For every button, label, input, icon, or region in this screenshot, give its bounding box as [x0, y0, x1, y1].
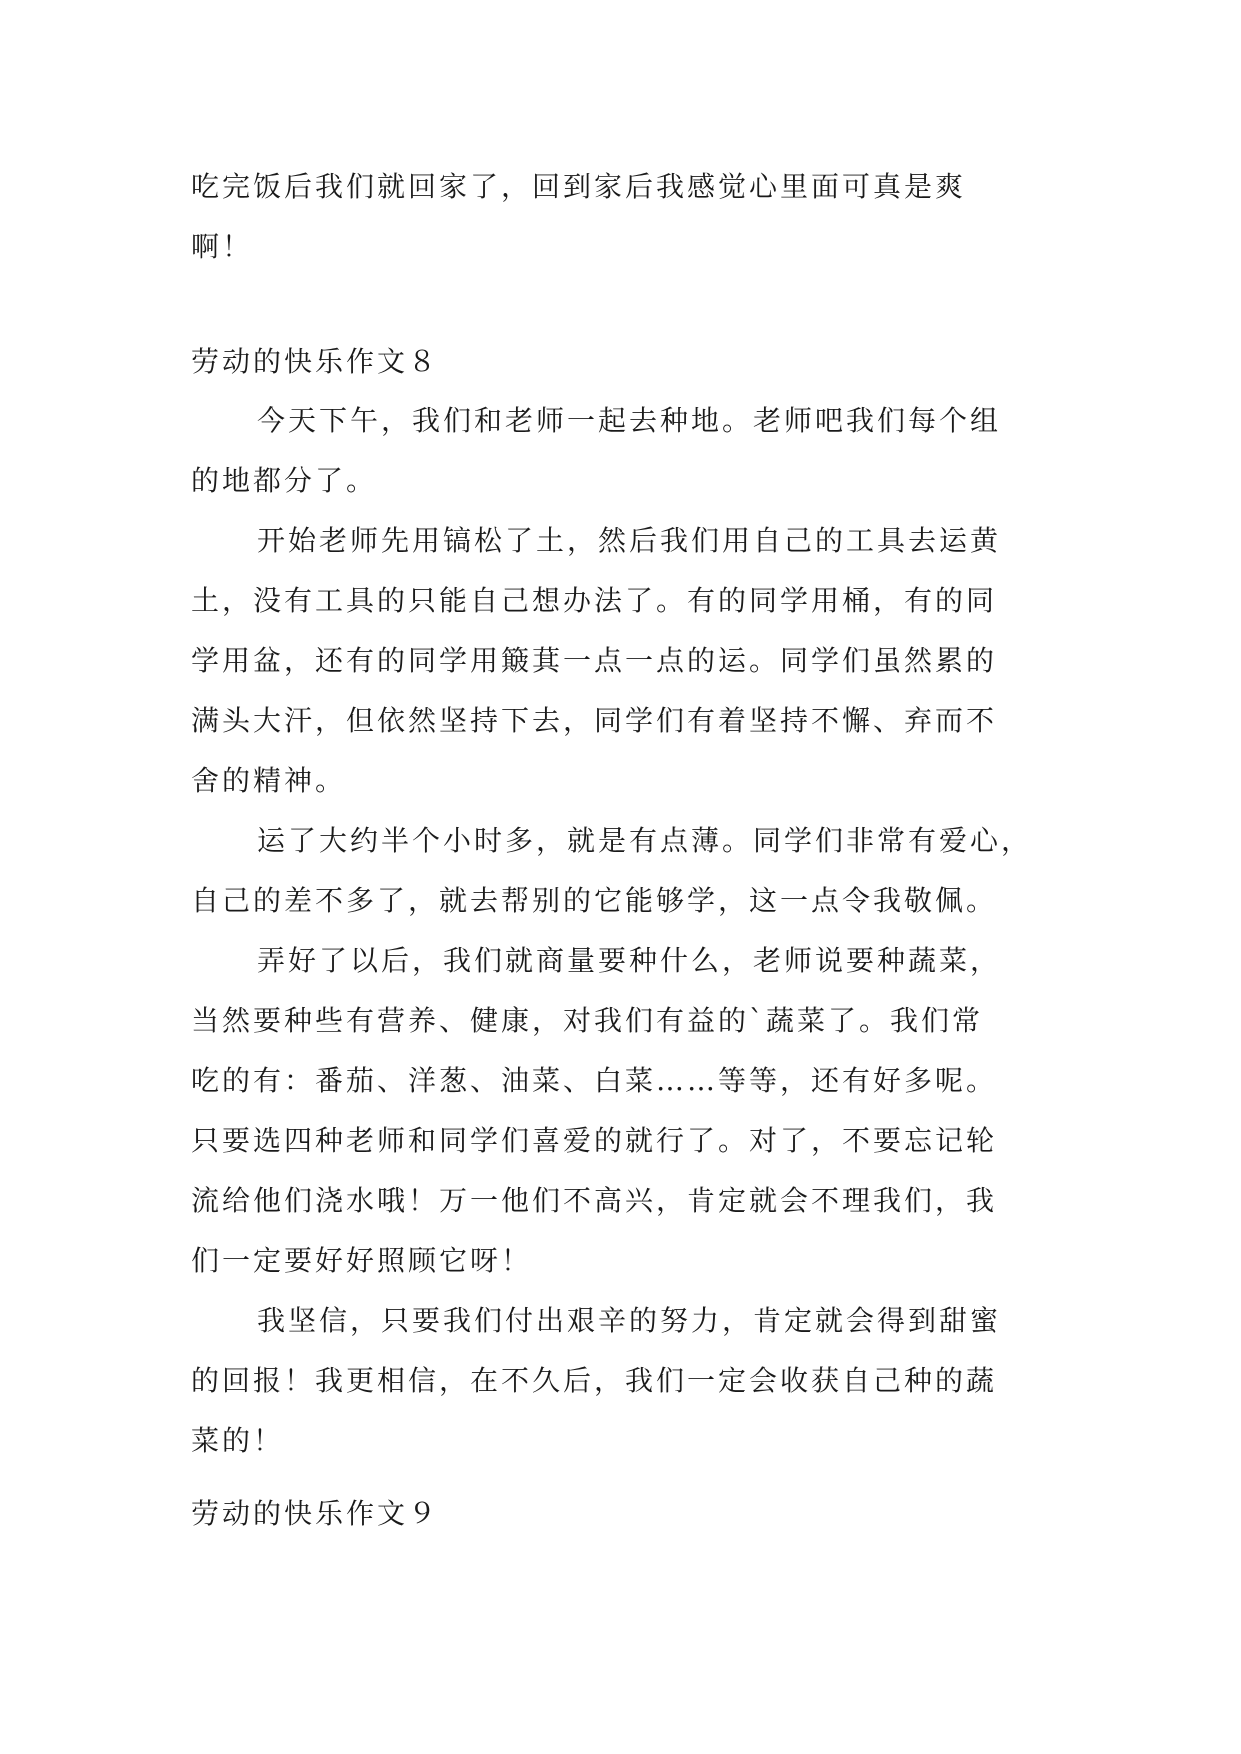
paragraph-line: 我坚信，只要我们付出艰辛的努力，肯定就会得到甜蜜 — [257, 1304, 1002, 1337]
paragraph-line: 满头大汗，但依然坚持下去，同学们有着坚持不懈、弃而不 — [191, 704, 998, 737]
essay-8-body — [191, 391, 1051, 1471]
paragraph-line: 学用盆，还有的同学用簸萁一点一点的运。同学们虽然累的 — [191, 644, 998, 677]
paragraph-line: 菜的！ — [191, 1424, 285, 1457]
paragraph-line: 的回报！我更相信，在不久后，我们一定会收获自己种的蔬 — [191, 1364, 998, 1397]
essay-8-paragraph-5 — [191, 1291, 1051, 1471]
paragraph-line: 舍的精神。 — [191, 764, 347, 797]
intro-line: 啊！ — [191, 230, 254, 263]
paragraph-line: 的地都分了。 — [191, 464, 378, 497]
paragraph-line: 当然要种些有营养、健康，对我们有益的`蔬菜了。我们常 — [191, 1004, 984, 1037]
intro-paragraph — [191, 157, 1051, 277]
essay-9-title: 劳动的快乐作文９ — [191, 1497, 440, 1530]
paragraph-line: 吃的有：番茄、洋葱、油菜、白菜……等等，还有好多呢。 — [191, 1064, 998, 1097]
paragraph-line: 自己的差不多了，就去帮别的它能够学，这一点令我敬佩。 — [191, 884, 998, 917]
essay-8-title: 劳动的快乐作文８ — [191, 345, 440, 378]
paragraph-line: 流给他们浇水哦！万一他们不高兴，肯定就会不理我们，我 — [191, 1184, 998, 1217]
essay-8-paragraph-1 — [191, 391, 1051, 511]
paragraph-line: 土，没有工具的只能自己想办法了。有的同学用桶，有的同 — [191, 584, 998, 617]
paragraph-line: 只要选四种老师和同学们喜爱的就行了。对了，不要忘记轮 — [191, 1124, 998, 1157]
essay-8-paragraph-3 — [191, 811, 1051, 931]
paragraph-line: 运了大约半个小时多，就是有点薄。同学们非常有爱心， — [257, 824, 1033, 857]
paragraph-line: 开始老师先用镐松了土，然后我们用自己的工具去运黄 — [257, 524, 1002, 557]
paragraph-line: 今天下午，我们和老师一起去种地。老师吧我们每个组 — [257, 404, 1002, 437]
essay-8-paragraph-2 — [191, 511, 1051, 811]
paragraph-line: 弄好了以后，我们就商量要种什么，老师说要种蔬菜， — [257, 944, 1002, 977]
essay-8-paragraph-4 — [191, 931, 1051, 1291]
intro-line: 吃完饭后我们就回家了，回到家后我感觉心里面可真是爽 — [191, 170, 967, 203]
paragraph-line: 们一定要好好照顾它呀！ — [191, 1244, 533, 1277]
